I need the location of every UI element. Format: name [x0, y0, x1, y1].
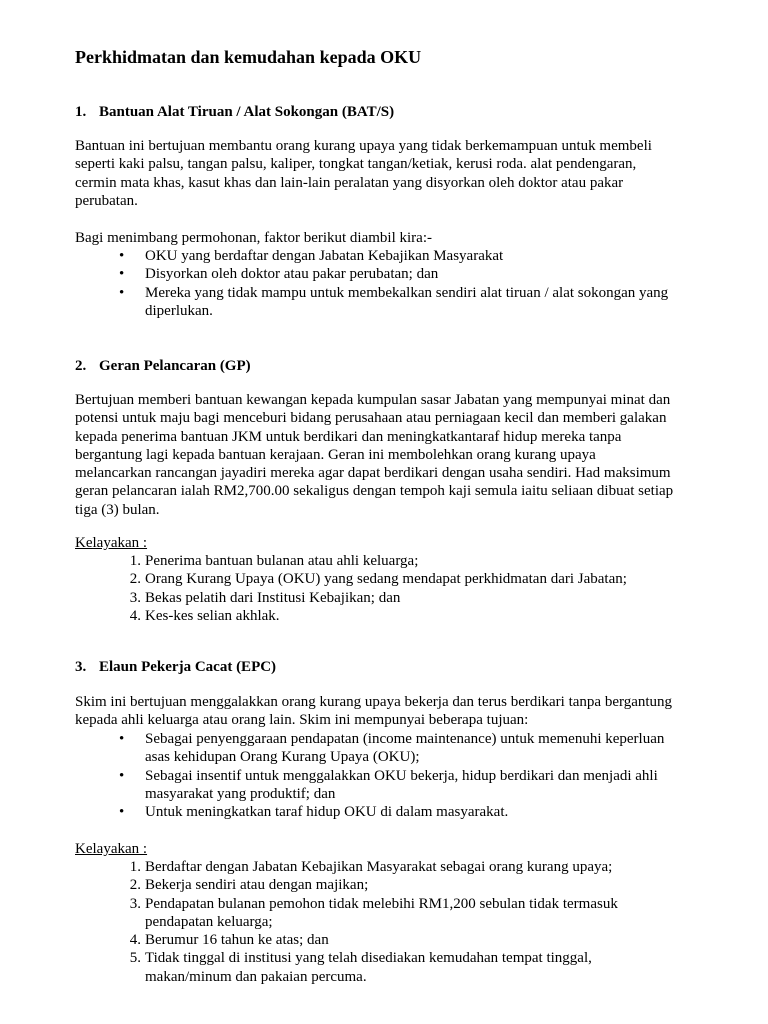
list-item-number: 5. [129, 950, 141, 967]
list-item-number: 3. [129, 895, 141, 912]
section-2-intro-line: geran pelancaran ialah RM2,700.00 sekaligus dengan tempoh kaji semula iaitu seliaan dibuat setiap [75, 483, 674, 500]
list-item-text: masyarakat yang produktif; dan [145, 785, 336, 802]
section-2-intro-line: potensi untuk maju bagi menceburi bidang perusahaan atau perniagaan kecil dan memberi galakan [75, 410, 667, 427]
section-1-intro-line: Bantuan ini bertujuan membantu orang kurang upaya yang tidak berkemampuan untuk membeli [75, 138, 652, 154]
section-1-intro-line: cermin mata khas, kasut khas dan lain-lain peralatan yang disyorkan oleh doktor atau pakar [75, 174, 624, 191]
list-item [75, 730, 715, 767]
list-item-number: 1. [129, 859, 141, 875]
list-item-number: 3. [129, 589, 141, 606]
list-item-number: 1. [129, 553, 141, 569]
section-2-eligibility-list [75, 552, 715, 625]
list-item-text: Kes-kes selian akhlak. [145, 607, 280, 624]
list-item [75, 803, 715, 821]
section-3-eligibility-lead: Kelayakan : [75, 841, 148, 857]
list-item [75, 552, 715, 570]
section-2-intro-line: tiga (3) bulan. [75, 501, 160, 518]
section-2-intro-line: bergantung lagi kepada bantuan kerajaan. Geran ini membolehkan orang kurang upaya [75, 446, 596, 463]
list-item-text: Untuk meningkatkan taraf hidup OKU di dalam masyarakat. [145, 804, 509, 821]
list-item [75, 265, 715, 283]
bullet-icon: • [119, 804, 125, 821]
list-item-text: Berdaftar dengan Jabatan Kebajikan Masyarakat sebagai orang kurang upaya; [145, 859, 613, 875]
bullet-icon: • [119, 248, 125, 264]
bullet-icon: • [119, 731, 125, 747]
list-item-text: Tidak tinggal di institusi yang telah disediakan kemudahan tempat tinggal, [145, 950, 592, 967]
list-item-text: Sebagai insentif untuk menggalakkan OKU bekerja, hidup berdikari dan menjadi ahli [145, 767, 658, 784]
list-item [75, 284, 715, 321]
section-3-intro-line: kepada ahli keluarga atau orang lain. Skim ini mempunyai beberapa tujuan: [75, 712, 529, 729]
section-1-bullet-list [75, 247, 715, 320]
section-3-number: 3. [75, 659, 87, 675]
list-item-text: Pendapatan bulanan pemohon tidak melebihi RM1,200 sebulan tidak termasuk [145, 895, 618, 912]
list-item-text: Bekerja sendiri atau dengan majikan; [145, 877, 369, 894]
list-item-text: Berumur 16 tahun ke atas; dan [145, 932, 329, 949]
list-item-number: 2. [129, 877, 141, 894]
list-item-text: Penerima bantuan bulanan atau ahli keluarga; [145, 553, 419, 569]
section-3-intro-line: Skim ini bertujuan menggalakkan orang kurang upaya bekerja dan terus berdikari tanpa bergantung [75, 694, 673, 710]
list-item-text: pendapatan keluarga; [145, 913, 273, 930]
section-3-intro [75, 693, 715, 730]
page-title: Perkhidmatan dan kemudahan kepada OKU [75, 47, 422, 67]
list-item [75, 607, 715, 625]
section-1-intro [75, 137, 715, 210]
section-2-intro-line: kepada penerima bantuan JKM untuk berdikari dan meningkatkantaraf hidup mereka tanpa [75, 428, 622, 445]
list-item [75, 895, 715, 932]
list-item-number: 4. [129, 932, 141, 949]
list-item [75, 570, 715, 588]
list-item-number: 2. [129, 571, 141, 588]
list-item [75, 247, 715, 265]
section-1-intro-line: seperti kaki palsu, tangan palsu, kaliper, tongkat tangan/ketiak, kerusi roda. alat pendengaran, [75, 156, 637, 173]
list-item [75, 767, 715, 804]
bullet-icon: • [119, 266, 125, 283]
list-item-text: Bekas pelatih dari Institusi Kebajikan; dan [145, 589, 401, 606]
list-item-text: diperlukan. [145, 302, 213, 319]
bullet-icon: • [119, 284, 125, 301]
list-item-text: makan/minum dan pakaian percuma. [145, 968, 367, 985]
section-2-intro-line: Bertujuan memberi bantuan kewangan kepada kumpulan sasar Jabatan yang mempunyai minat dan [75, 392, 671, 408]
list-item-text: Orang Kurang Upaya (OKU) yang sedang mendapat perkhidmatan dari Jabatan; [145, 571, 627, 588]
list-item [75, 949, 715, 986]
section-1-intro-line: perubatan. [75, 192, 138, 209]
list-item [75, 876, 715, 894]
bullet-icon: • [119, 767, 125, 784]
list-item-text: asas kehidupan Orang Kurang Upaya (OKU); [145, 749, 420, 766]
section-1-title: Bantuan Alat Tiruan / Alat Sokongan (BAT/S) [99, 104, 395, 120]
list-item-number: 4. [129, 607, 141, 624]
list-item-text: Sebagai penyenggaraan pendapatan (income maintenance) untuk memenuhi keperluan [145, 731, 665, 747]
section-1-criteria-lead: Bagi menimbang permohonan, faktor berikut diambil kira:- [75, 230, 432, 246]
list-item [75, 931, 715, 949]
list-item-text: Disyorkan oleh doktor atau pakar perubatan; dan [145, 266, 439, 283]
list-item [75, 858, 715, 876]
section-1-number: 1. [75, 104, 87, 120]
list-item [75, 589, 715, 607]
section-1-heading [75, 102, 394, 122]
section-2-title: Geran Pelancaran (GP) [99, 358, 251, 374]
section-2-intro-line: melancarkan rancangan jayadiri mereka agar dapat berdikari dengan usaha sendiri. Had maksimum [75, 465, 671, 482]
section-2-intro [75, 391, 715, 519]
section-3-eligibility-list [75, 858, 715, 986]
section-3-title: Elaun Pekerja Cacat (EPC) [99, 659, 277, 675]
section-3-heading [75, 657, 276, 677]
list-item-text: Mereka yang tidak mampu untuk membekalkan sendiri alat tiruan / alat sokongan yang [145, 284, 669, 301]
section-2-eligibility-lead: Kelayakan : [75, 535, 148, 551]
section-2-heading [75, 356, 251, 376]
list-item-text: OKU yang berdaftar dengan Jabatan Kebajikan Masyarakat [145, 248, 504, 264]
section-2-number: 2. [75, 358, 87, 374]
section-3-bullet-list [75, 730, 715, 821]
